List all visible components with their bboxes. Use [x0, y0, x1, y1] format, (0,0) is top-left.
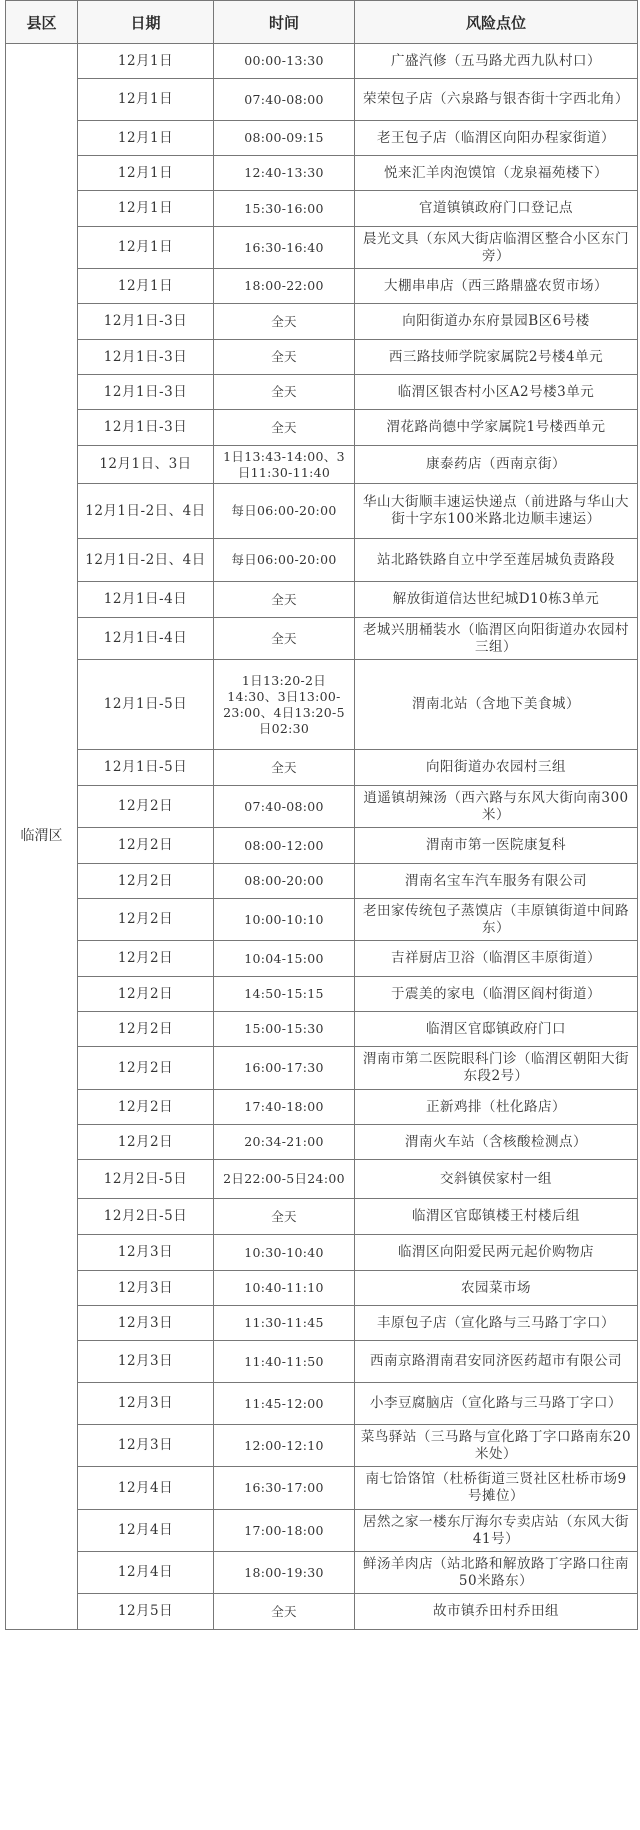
location-cell: 故市镇乔田村乔田组 [355, 1594, 638, 1630]
date-cell: 12月2日-5日 [78, 1160, 214, 1199]
table-header-row [6, 1, 638, 44]
location-cell: 广盛汽修（五马路尤西九队村口） [355, 44, 638, 79]
time-cell: 08:00-20:00 [214, 864, 355, 899]
location-cell: 逍遥镇胡辣汤（西六路与东风大街向南300米） [355, 786, 638, 828]
time-cell: 10:04-15:00 [214, 941, 355, 977]
table-row [6, 1425, 638, 1467]
date-cell: 12月2日 [78, 899, 214, 941]
location-cell: 大棚串串店（西三路鼎盛农贸市场） [355, 269, 638, 304]
location-cell: 南七饸饹馆（杜桥街道三贤社区杜桥市场9号摊位） [355, 1467, 638, 1510]
location-cell: 老田家传统包子蒸馍店（丰原镇街道中间路东） [355, 899, 638, 941]
time-cell: 20:34-21:00 [214, 1125, 355, 1160]
table-row [6, 446, 638, 484]
time-cell: 全天 [214, 582, 355, 618]
location-cell: 临渭区银杏村小区A2号楼3单元 [355, 375, 638, 410]
date-cell: 12月1日 [78, 156, 214, 191]
date-cell: 12月2日 [78, 1090, 214, 1125]
time-cell: 18:00-19:30 [214, 1552, 355, 1594]
location-cell: 西三路技师学院家属院2号楼4单元 [355, 340, 638, 375]
location-cell: 小李豆腐脑店（宣化路与三马路丁字口） [355, 1383, 638, 1425]
time-cell: 每日06:00-20:00 [214, 539, 355, 582]
time-cell: 全天 [214, 340, 355, 375]
table-row [6, 1160, 638, 1199]
date-cell: 12月1日 [78, 121, 214, 156]
date-cell: 12月2日 [78, 1125, 214, 1160]
location-cell: 解放街道信达世纪城D10栋3单元 [355, 582, 638, 618]
header-location: 风险点位 [355, 1, 638, 44]
location-cell: 渭南火车站（含核酸检测点） [355, 1125, 638, 1160]
table-row [6, 750, 638, 786]
time-cell: 每日06:00-20:00 [214, 484, 355, 539]
table-row [6, 340, 638, 375]
time-cell: 全天 [214, 750, 355, 786]
location-cell: 渭南北站（含地下美食城） [355, 660, 638, 750]
table-row [6, 1271, 638, 1306]
time-cell: 12:00-12:10 [214, 1425, 355, 1467]
location-cell: 临渭区官邸镇政府门口 [355, 1012, 638, 1047]
table-row [6, 582, 638, 618]
table-row [6, 375, 638, 410]
date-cell: 12月4日 [78, 1510, 214, 1552]
date-cell: 12月3日 [78, 1341, 214, 1383]
date-cell: 12月1日 [78, 44, 214, 79]
location-cell: 老城兴朋桶装水（临渭区向阳街道办农园村三组） [355, 618, 638, 660]
location-cell: 渭花路尚德中学家属院1号楼西单元 [355, 410, 638, 446]
table-row [6, 660, 638, 750]
date-cell: 12月1日-4日 [78, 618, 214, 660]
location-cell: 于震美的家电（临渭区阎村街道） [355, 977, 638, 1012]
time-cell: 16:00-17:30 [214, 1047, 355, 1090]
date-cell: 12月1日-3日 [78, 340, 214, 375]
header-county: 县区 [6, 1, 78, 44]
time-cell: 10:00-10:10 [214, 899, 355, 941]
table-row [6, 79, 638, 121]
table-row [6, 941, 638, 977]
table-row [6, 864, 638, 899]
table-row [6, 484, 638, 539]
location-cell: 渭南市第二医院眼科门诊（临渭区朝阳大街东段2号） [355, 1047, 638, 1090]
time-cell: 全天 [214, 375, 355, 410]
date-cell: 12月1日 [78, 79, 214, 121]
date-cell: 12月3日 [78, 1383, 214, 1425]
table-row [6, 1594, 638, 1630]
date-cell: 12月3日 [78, 1306, 214, 1341]
location-cell: 居然之家一楼东厅海尔专卖店站（东风大街41号） [355, 1510, 638, 1552]
table-row [6, 269, 638, 304]
location-cell: 农园菜市场 [355, 1271, 638, 1306]
table-row [6, 1467, 638, 1510]
table-row [6, 1341, 638, 1383]
time-cell: 全天 [214, 1199, 355, 1235]
date-cell: 12月5日 [78, 1594, 214, 1630]
table-row [6, 44, 638, 79]
location-cell: 渭南名宝车汽车服务有限公司 [355, 864, 638, 899]
time-cell: 15:30-16:00 [214, 191, 355, 227]
date-cell: 12月1日-2日、4日 [78, 484, 214, 539]
date-cell: 12月2日-5日 [78, 1199, 214, 1235]
location-cell: 官道镇镇政府门口登记点 [355, 191, 638, 227]
table-row [6, 1383, 638, 1425]
date-cell: 12月2日 [78, 1012, 214, 1047]
date-cell: 12月3日 [78, 1271, 214, 1306]
date-cell: 12月3日 [78, 1425, 214, 1467]
time-cell: 17:00-18:00 [214, 1510, 355, 1552]
time-cell: 11:40-11:50 [214, 1341, 355, 1383]
time-cell: 00:00-13:30 [214, 44, 355, 79]
time-cell: 07:40-08:00 [214, 786, 355, 828]
table-row [6, 156, 638, 191]
time-cell: 全天 [214, 618, 355, 660]
time-cell: 全天 [214, 1594, 355, 1630]
date-cell: 12月1日 [78, 227, 214, 269]
table-row [6, 1125, 638, 1160]
date-cell: 12月1日-5日 [78, 750, 214, 786]
date-cell: 12月1日-3日 [78, 304, 214, 340]
location-cell: 康泰药店（西南京街） [355, 446, 638, 484]
date-cell: 12月2日 [78, 864, 214, 899]
date-cell: 12月4日 [78, 1552, 214, 1594]
date-cell: 12月2日 [78, 977, 214, 1012]
date-cell: 12月3日 [78, 1235, 214, 1271]
location-cell: 向阳街道办东府景园B区6号楼 [355, 304, 638, 340]
location-cell: 华山大街顺丰速运快递点（前进路与华山大街十字东100米路北边顺丰速运） [355, 484, 638, 539]
location-cell: 菜鸟驿站（三马路与宣化路丁字口路南东20米处） [355, 1425, 638, 1467]
table-row [6, 191, 638, 227]
table-row [6, 1012, 638, 1047]
time-cell: 12:40-13:30 [214, 156, 355, 191]
time-cell: 11:30-11:45 [214, 1306, 355, 1341]
table-row [6, 227, 638, 269]
location-cell: 悦来汇羊肉泡馍馆（龙泉福苑楼下） [355, 156, 638, 191]
table-row [6, 1510, 638, 1552]
location-cell: 老王包子店（临渭区向阳办程家街道） [355, 121, 638, 156]
date-cell: 12月2日 [78, 828, 214, 864]
time-cell: 1日13:20-2日14:30、3日13:00-23:00、4日13:20-5日02:30 [214, 660, 355, 750]
time-cell: 15:00-15:30 [214, 1012, 355, 1047]
table-row [6, 304, 638, 340]
location-cell: 临渭区向阳爱民两元起价购物店 [355, 1235, 638, 1271]
table-row [6, 618, 638, 660]
table-row [6, 786, 638, 828]
table-row [6, 1235, 638, 1271]
table-row [6, 121, 638, 156]
location-cell: 向阳街道办农园村三组 [355, 750, 638, 786]
time-cell: 16:30-17:00 [214, 1467, 355, 1510]
time-cell: 16:30-16:40 [214, 227, 355, 269]
time-cell: 1日13:43-14:00、3日11:30-11:40 [214, 446, 355, 484]
date-cell: 12月1日-5日 [78, 660, 214, 750]
location-cell: 西南京路渭南君安同济医药超市有限公司 [355, 1341, 638, 1383]
location-cell: 鲜汤羊肉店（站北路和解放路丁字路口往南50米路东） [355, 1552, 638, 1594]
table-row [6, 899, 638, 941]
date-cell: 12月1日-3日 [78, 410, 214, 446]
date-cell: 12月1日-2日、4日 [78, 539, 214, 582]
location-cell: 站北路铁路自立中学至莲居城负责路段 [355, 539, 638, 582]
date-cell: 12月2日 [78, 786, 214, 828]
header-time: 时间 [214, 1, 355, 44]
table-row [6, 410, 638, 446]
time-cell: 全天 [214, 410, 355, 446]
time-cell: 10:30-10:40 [214, 1235, 355, 1271]
time-cell: 07:40-08:00 [214, 79, 355, 121]
location-cell: 交斜镇侯家村一组 [355, 1160, 638, 1199]
table-row [6, 1047, 638, 1090]
table-row [6, 977, 638, 1012]
header-date: 日期 [78, 1, 214, 44]
time-cell: 11:45-12:00 [214, 1383, 355, 1425]
location-cell: 晨光文具（东风大街店临渭区整合小区东门旁） [355, 227, 638, 269]
date-cell: 12月1日-3日 [78, 375, 214, 410]
date-cell: 12月4日 [78, 1467, 214, 1510]
table-row [6, 539, 638, 582]
date-cell: 12月1日 [78, 191, 214, 227]
time-cell: 全天 [214, 304, 355, 340]
time-cell: 10:40-11:10 [214, 1271, 355, 1306]
table-row [6, 1306, 638, 1341]
county-cell: 临渭区 [6, 44, 78, 1630]
date-cell: 12月1日 [78, 269, 214, 304]
time-cell: 08:00-12:00 [214, 828, 355, 864]
location-cell: 临渭区官邸镇楼王村楼后组 [355, 1199, 638, 1235]
time-cell: 17:40-18:00 [214, 1090, 355, 1125]
location-cell: 丰原包子店（宣化路与三马路丁字口） [355, 1306, 638, 1341]
time-cell: 2日22:00-5日24:00 [214, 1160, 355, 1199]
time-cell: 14:50-15:15 [214, 977, 355, 1012]
location-cell: 吉祥厨店卫浴（临渭区丰原街道） [355, 941, 638, 977]
time-cell: 08:00-09:15 [214, 121, 355, 156]
date-cell: 12月1日、3日 [78, 446, 214, 484]
location-cell: 荣荣包子店（六泉路与银杏街十字西北角） [355, 79, 638, 121]
table-row [6, 1090, 638, 1125]
time-cell: 18:00-22:00 [214, 269, 355, 304]
date-cell: 12月2日 [78, 941, 214, 977]
table-row [6, 1552, 638, 1594]
table-body [6, 44, 638, 1630]
date-cell: 12月1日-4日 [78, 582, 214, 618]
location-cell: 渭南市第一医院康复科 [355, 828, 638, 864]
risk-location-table [5, 0, 638, 1630]
table-row [6, 1199, 638, 1235]
location-cell: 正新鸡排（杜化路店） [355, 1090, 638, 1125]
table-row [6, 828, 638, 864]
date-cell: 12月2日 [78, 1047, 214, 1090]
